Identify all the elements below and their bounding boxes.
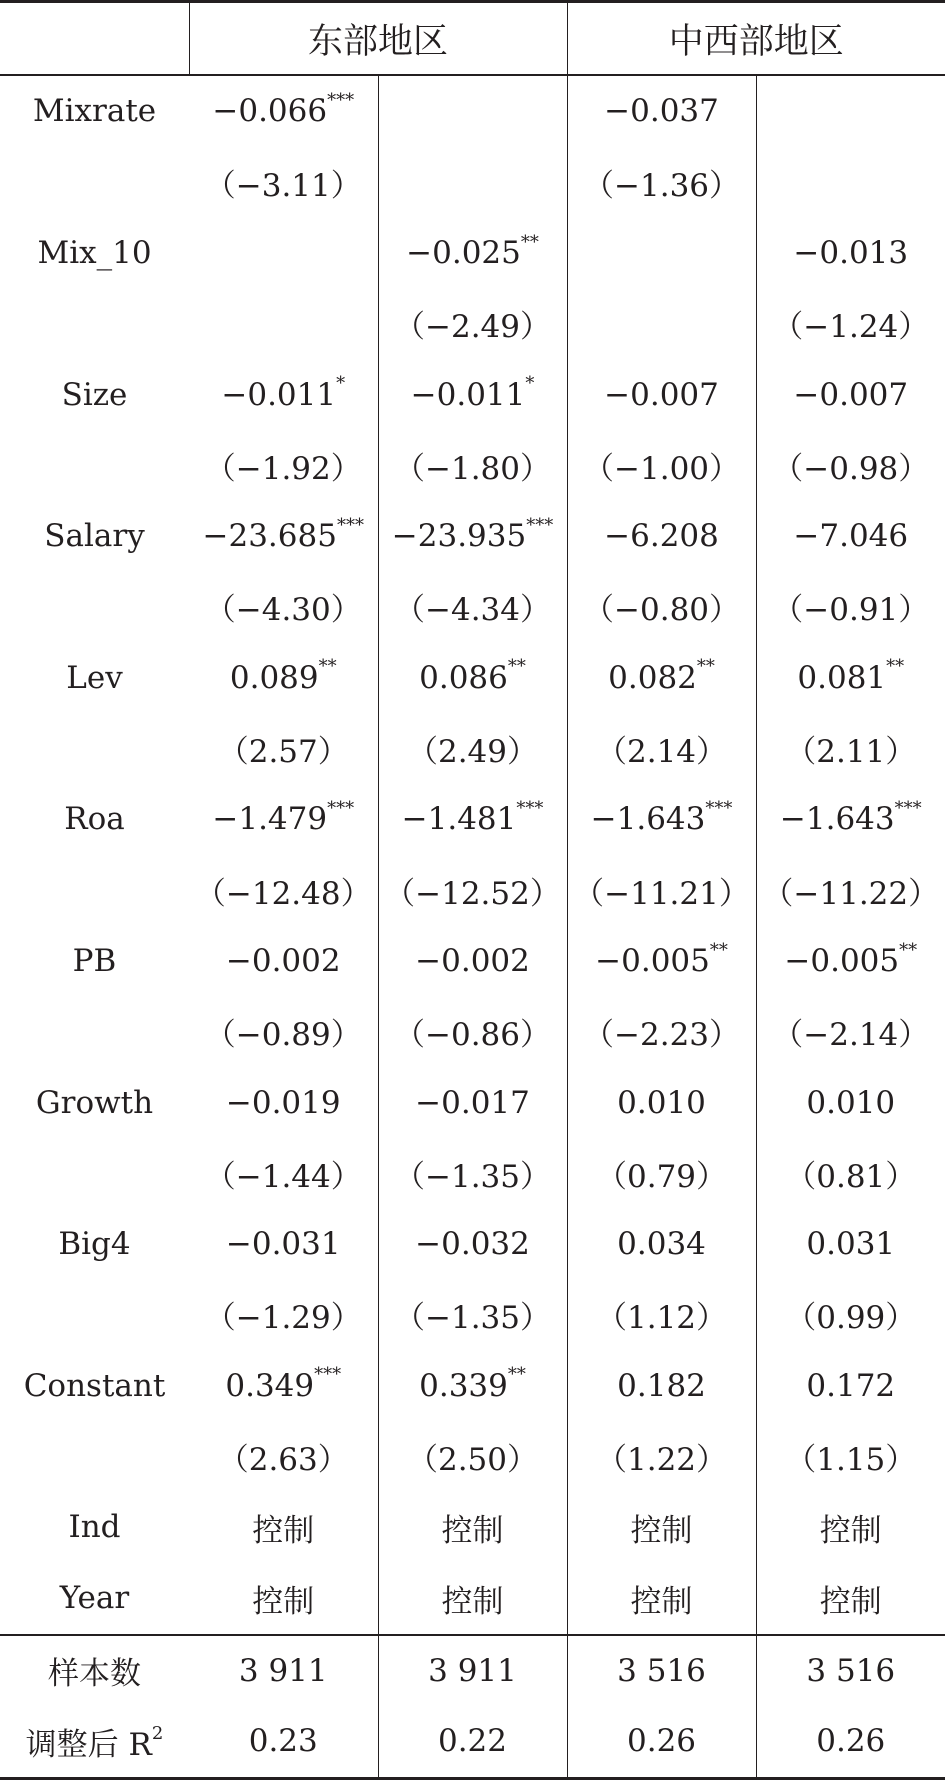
table-cell (189, 218, 378, 289)
table-cell (567, 218, 756, 289)
cell-value: （−1.29） (204, 1300, 362, 1337)
table-cell (756, 218, 945, 289)
cell-value: （−0.98） (772, 450, 930, 487)
table-cell (756, 1209, 945, 1280)
table-cell (567, 1067, 756, 1138)
table-row (0, 572, 945, 643)
cell-value: （−12.48） (194, 875, 372, 912)
cell-value: −0.005 (784, 942, 900, 979)
cell-value: （−0.91） (772, 592, 930, 629)
table-cell (189, 147, 378, 218)
row-label: Ind (68, 1509, 121, 1546)
row-label (0, 1138, 189, 1209)
cell-value: −6.208 (604, 518, 719, 555)
header-midwest-region: 中西部地区 (567, 2, 945, 76)
table-cell (567, 784, 756, 855)
cell-value: −0.032 (415, 1226, 530, 1263)
table-row (0, 501, 945, 572)
table-cell (567, 926, 756, 997)
significance-stars: ** (696, 656, 715, 678)
table-cell (756, 1421, 945, 1492)
row-label (0, 430, 189, 501)
cell-value: 控制 (252, 1583, 315, 1620)
table-cell (378, 75, 567, 147)
cell-value: （−2.49） (394, 309, 551, 346)
table-row (0, 288, 945, 359)
cell-value: （−2.14） (772, 1017, 930, 1054)
table-cell (756, 926, 945, 997)
significance-stars: ** (318, 656, 337, 678)
header-row (0, 2, 945, 76)
table-row (0, 430, 945, 501)
cell-value: （−1.36） (583, 167, 741, 204)
cell-value: （2.11） (785, 734, 917, 771)
cell-value: 0.339 (419, 1367, 508, 1404)
significance-stars: * (336, 373, 346, 395)
header-east-region: 东部地区 (189, 2, 567, 76)
significance-stars: *** (327, 90, 355, 112)
table-cell (378, 501, 567, 572)
cell-value: （−1.44） (204, 1158, 362, 1195)
cell-value: 0.082 (608, 659, 697, 696)
footer-cell: 0.26 (567, 1706, 756, 1778)
row-label (0, 713, 189, 784)
cell-value: −0.005 (595, 942, 710, 979)
footer-cell: 0.23 (189, 1706, 378, 1778)
header-blank-cell (0, 2, 189, 76)
cell-value: −0.019 (225, 1084, 341, 1121)
table-cell (189, 1209, 378, 1280)
footer-label-text: 样本数 (48, 1656, 141, 1693)
row-label (0, 147, 189, 218)
table-cell (567, 1421, 756, 1492)
table-cell (567, 1350, 756, 1421)
cell-value: （−1.35） (394, 1158, 551, 1195)
table-cell (756, 1492, 945, 1563)
cell-value: （0.79） (596, 1158, 728, 1195)
table-cell (756, 147, 945, 218)
table-cell (378, 572, 567, 643)
table-cell (567, 572, 756, 643)
table-cell (567, 501, 756, 572)
table-cell (378, 288, 567, 359)
cell-value: 0.349 (225, 1367, 315, 1404)
table-cell (378, 1350, 567, 1421)
significance-stars: *** (526, 514, 554, 536)
table-row (0, 713, 945, 784)
table-cell (567, 288, 756, 359)
table-row (0, 218, 945, 289)
significance-stars: ** (899, 939, 918, 961)
cell-value: −0.013 (793, 234, 909, 271)
table-cell (378, 359, 567, 430)
footer-row (0, 1706, 945, 1778)
table-row (0, 1563, 945, 1635)
table-cell (756, 642, 945, 713)
table-cell (567, 1209, 756, 1280)
cell-value: （1.22） (596, 1442, 728, 1479)
table-cell (567, 75, 756, 147)
cell-value: −1.479 (212, 801, 328, 838)
cell-value: （−0.86） (394, 1017, 551, 1054)
significance-stars: *** (705, 798, 733, 820)
table-cell (189, 1563, 378, 1635)
cell-value: 0.172 (806, 1367, 896, 1404)
table-row (0, 75, 945, 147)
table-cell (189, 713, 378, 784)
table-cell (378, 996, 567, 1067)
footer-cell: 3 516 (756, 1635, 945, 1707)
cell-value: −7.046 (793, 518, 909, 555)
table-cell (189, 1138, 378, 1209)
table-cell (756, 1138, 945, 1209)
row-label: Mix_10 (37, 234, 152, 271)
significance-stars: *** (336, 514, 364, 536)
cell-value: −0.037 (604, 93, 719, 130)
table-cell (189, 642, 378, 713)
row-label: Growth (35, 1084, 154, 1121)
footer-label (0, 1706, 189, 1778)
table-row (0, 1421, 945, 1492)
table-row (0, 1280, 945, 1351)
table-row (0, 642, 945, 713)
cell-value: −0.025 (406, 234, 521, 271)
cell-value: （2.50） (406, 1442, 539, 1479)
table-cell (756, 430, 945, 501)
cell-value: 控制 (441, 1512, 504, 1549)
table-cell (567, 1280, 756, 1351)
cell-value: （0.99） (785, 1300, 917, 1337)
table-cell (756, 1563, 945, 1635)
significance-stars: ** (709, 939, 728, 961)
table-cell (189, 1280, 378, 1351)
table-row (0, 1067, 945, 1138)
table-cell (378, 784, 567, 855)
cell-value: （−0.80） (583, 592, 741, 629)
row-label (0, 288, 189, 359)
cell-value: 0.010 (617, 1084, 706, 1121)
significance-stars: *** (516, 798, 544, 820)
table-cell (378, 1209, 567, 1280)
table-cell (189, 430, 378, 501)
cell-value: （−1.24） (772, 309, 930, 346)
cell-value: （2.49） (406, 734, 539, 771)
table-cell (189, 784, 378, 855)
cell-value: （−2.23） (583, 1017, 741, 1054)
row-label (0, 1421, 189, 1492)
cell-value: （−1.00） (583, 450, 741, 487)
table-cell (378, 430, 567, 501)
footer-label (0, 1635, 189, 1707)
table-cell (378, 1421, 567, 1492)
significance-stars: *** (327, 798, 355, 820)
table-cell (567, 642, 756, 713)
footer-row (0, 1635, 945, 1707)
cell-value: （2.14） (596, 734, 728, 771)
table-cell (567, 359, 756, 430)
cell-value: （−11.22） (762, 875, 940, 912)
footer-cell: 3 911 (189, 1635, 378, 1707)
cell-value: （1.12） (596, 1300, 728, 1337)
table-cell (378, 147, 567, 218)
cell-value: （2.63） (217, 1442, 349, 1479)
footer-cell: 0.22 (378, 1706, 567, 1778)
table-row (0, 147, 945, 218)
table-cell (756, 1350, 945, 1421)
cell-value: （1.15） (785, 1442, 917, 1479)
row-label: Constant (23, 1367, 166, 1404)
row-label (0, 996, 189, 1067)
cell-value: −0.031 (225, 1226, 341, 1263)
table-cell (567, 713, 756, 784)
cell-value: 0.034 (617, 1226, 706, 1263)
footer-cell: 3 516 (567, 1635, 756, 1707)
row-label (0, 572, 189, 643)
cell-value: （−0.89） (204, 1017, 362, 1054)
table-cell (756, 855, 945, 926)
cell-value: 0.086 (419, 659, 508, 696)
table-cell (567, 430, 756, 501)
cell-value: （−4.30） (204, 592, 362, 629)
table-cell (378, 1280, 567, 1351)
table-cell (378, 642, 567, 713)
table-cell (189, 288, 378, 359)
row-label: Roa (64, 801, 125, 838)
cell-value: −0.007 (604, 376, 719, 413)
row-label: Mixrate (32, 93, 157, 130)
cell-value: （−3.11） (204, 167, 362, 204)
cell-value: 控制 (252, 1512, 315, 1549)
row-label: Big4 (58, 1226, 131, 1263)
cell-value: −1.643 (779, 801, 895, 838)
table-cell (567, 1492, 756, 1563)
table-row (0, 784, 945, 855)
cell-value: −0.007 (793, 376, 909, 413)
table-cell (567, 996, 756, 1067)
table-cell (567, 1563, 756, 1635)
table-cell (756, 572, 945, 643)
cell-value: −0.002 (415, 942, 530, 979)
significance-stars: ** (507, 656, 526, 678)
table-row (0, 996, 945, 1067)
cell-value: 控制 (819, 1583, 882, 1620)
significance-stars: *** (314, 1364, 342, 1386)
row-label: PB (72, 942, 117, 979)
significance-stars: ** (507, 1364, 526, 1386)
table-row (0, 926, 945, 997)
cell-value: 0.182 (617, 1367, 706, 1404)
cell-value: 0.031 (806, 1226, 896, 1263)
significance-stars: * (525, 373, 535, 395)
footer-cell: 3 911 (378, 1635, 567, 1707)
table-cell (189, 75, 378, 147)
table-row (0, 1492, 945, 1563)
table-cell (756, 784, 945, 855)
table-cell (189, 926, 378, 997)
table-cell (756, 359, 945, 430)
table-cell (189, 996, 378, 1067)
significance-stars: ** (520, 231, 539, 253)
table-cell (756, 288, 945, 359)
row-label (0, 855, 189, 926)
row-label (0, 1280, 189, 1351)
cell-value: 0.010 (806, 1084, 896, 1121)
cell-value: −23.935 (391, 518, 527, 555)
table-cell (378, 1067, 567, 1138)
table-cell (756, 713, 945, 784)
table-row (0, 855, 945, 926)
table-cell (378, 855, 567, 926)
table-cell (378, 1563, 567, 1635)
table-cell (189, 1067, 378, 1138)
cell-value: 0.081 (797, 659, 887, 696)
table-cell (189, 1492, 378, 1563)
table-cell (189, 1421, 378, 1492)
cell-value: −23.685 (202, 518, 337, 555)
cell-value: 控制 (630, 1512, 693, 1549)
table-cell (378, 1492, 567, 1563)
table-row (0, 1350, 945, 1421)
table-cell (189, 501, 378, 572)
cell-value: 控制 (441, 1583, 504, 1620)
cell-value: （−1.92） (204, 450, 362, 487)
cell-value: 控制 (819, 1512, 882, 1549)
cell-value: （−4.34） (394, 592, 551, 629)
table-row (0, 1209, 945, 1280)
footer-label-superscript: 2 (151, 1723, 164, 1745)
table-cell (756, 1067, 945, 1138)
cell-value: （0.81） (785, 1158, 917, 1195)
cell-value: −0.011 (410, 376, 526, 413)
cell-value: −1.481 (401, 801, 517, 838)
table-cell (378, 218, 567, 289)
footer-cell: 0.26 (756, 1706, 945, 1778)
footer-label-text: 调整后 R (25, 1726, 152, 1763)
row-label: Salary (44, 518, 145, 555)
table-cell (756, 996, 945, 1067)
cell-value: −1.643 (590, 801, 706, 838)
table-cell (378, 713, 567, 784)
table-cell (756, 1280, 945, 1351)
table-row (0, 1138, 945, 1209)
table-cell (189, 572, 378, 643)
cell-value: （−11.21） (573, 875, 750, 912)
table-cell (378, 1138, 567, 1209)
cell-value: −0.066 (212, 93, 328, 130)
table-cell (567, 855, 756, 926)
cell-value: 0.089 (229, 659, 319, 696)
cell-value: −0.011 (221, 376, 337, 413)
cell-value: 控制 (630, 1583, 693, 1620)
cell-value: （−1.80） (394, 450, 551, 487)
table-cell (189, 1350, 378, 1421)
cell-value: （−1.35） (394, 1300, 551, 1337)
cell-value: −0.017 (415, 1084, 530, 1121)
table-cell (756, 75, 945, 147)
table-cell (756, 501, 945, 572)
significance-stars: ** (886, 656, 905, 678)
row-label: Lev (66, 659, 123, 696)
cell-value: −0.002 (225, 942, 341, 979)
table-cell (189, 855, 378, 926)
cell-value: （−12.52） (384, 875, 561, 912)
row-label: Size (61, 376, 128, 413)
table-cell (567, 1138, 756, 1209)
table-cell (378, 926, 567, 997)
table-cell (189, 359, 378, 430)
row-label: Year (59, 1580, 130, 1617)
table-row (0, 359, 945, 430)
table-cell (567, 147, 756, 218)
significance-stars: *** (894, 798, 922, 820)
cell-value: （2.57） (217, 734, 349, 771)
